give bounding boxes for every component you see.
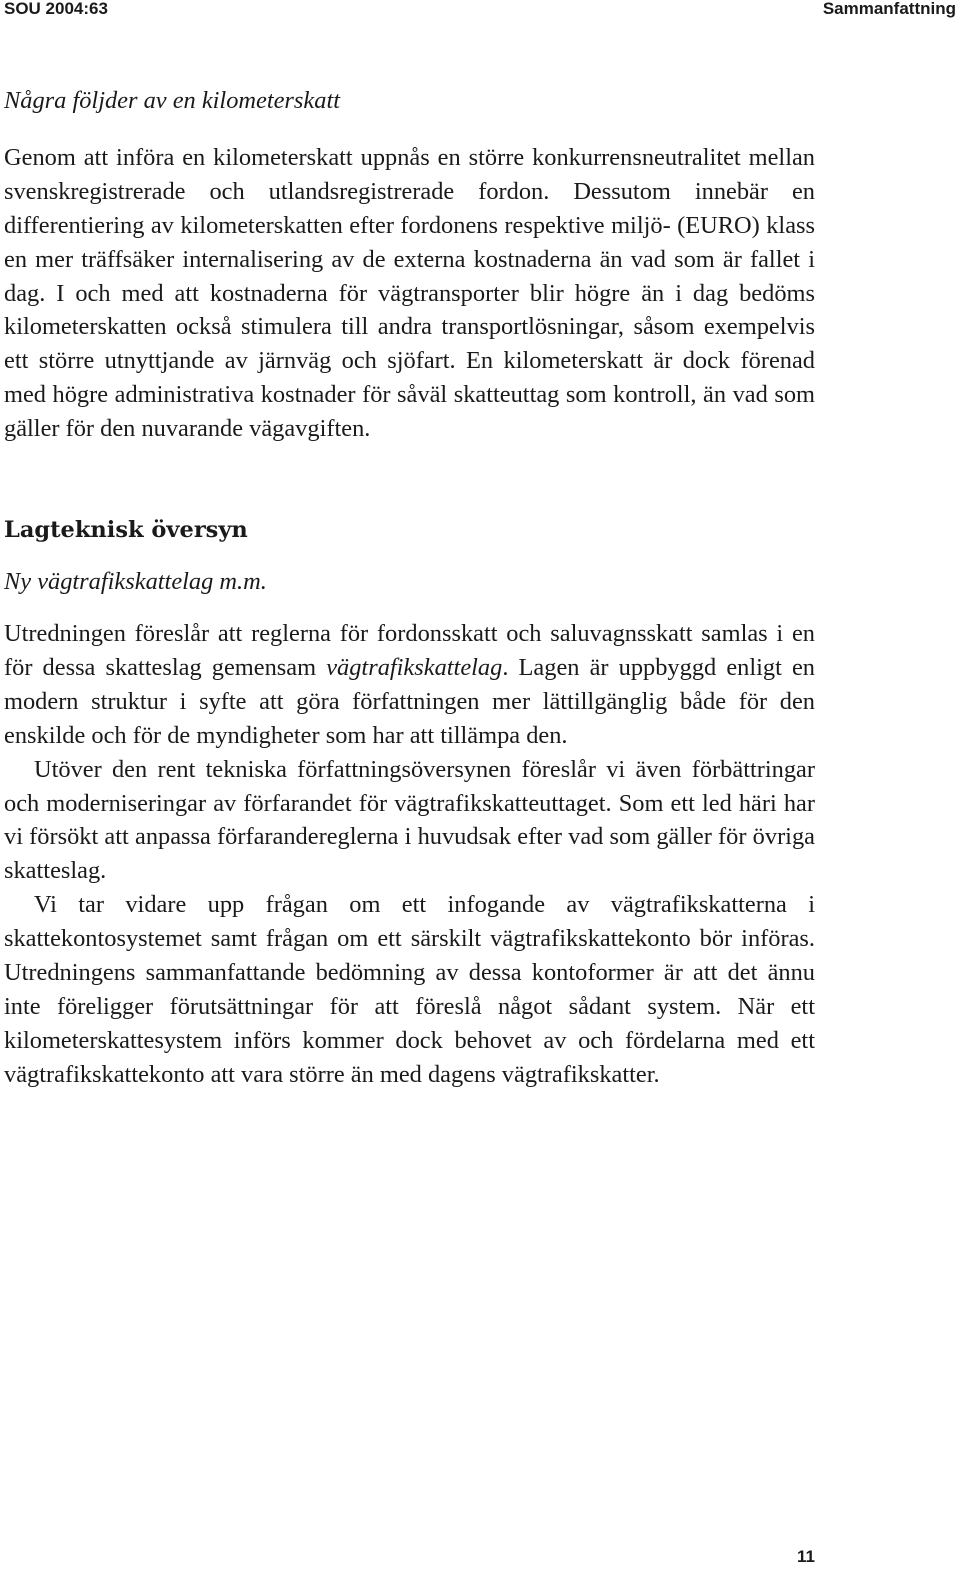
section-title: Sammanfattning [822, 0, 956, 18]
document-id: SOU 2004:63 [4, 0, 108, 18]
paragraph-text: . Lagen är uppbyggd enligt en modern struktur i syfte att göra författningen mer lättillgänglig både för den enskilde och för de myndigheter som har att tillämpa den. [4, 653, 815, 749]
paragraph-tax-account-system: Vi tar vidare upp frågan om ett infogande av vägtrafikskatterna i skattekontosystemet samt frågan om ett särskilt vägtrafikskattekonto bör införas. Utredningens sammanfattande bedömning av dessa kontoformer är att det ännu inte föreligger förutsättningar för att föreslå något sådant system. När ett kilometerskattesystem införs kommer dock behovet av och fördelarna med ett vägtrafikskattekonto att vara större än med dagens vägtrafikskatter. [4, 891, 815, 1088]
running-header [0, 0, 960, 22]
page-body [4, 84, 815, 1092]
subheading-new-tax-law: Ny vägtrafikskattelag m.m. [4, 568, 267, 596]
paragraph-text: Utredningen föreslår att reglerna för fordonsskatt och saluvagnsskatt samlas i en för dessa skatteslag gemensam [4, 619, 815, 681]
paragraph-new-tax-law [4, 617, 815, 753]
section-heading-legal-review: Lagteknisk översyn [4, 517, 248, 544]
paragraph-procedure-improvements: Utöver den rent tekniska författningsöversynen föreslår vi även förbättringar och moderniseringar av förfarandet för vägtrafikskatteuttaget. Som ett led häri har vi försökt att anpassa förfarandereglerna i huvudsak efter vad som gäller för övriga skatteslag. [4, 755, 815, 885]
paragraph-kilometer-tax: Genom att införa en kilometerskatt uppnås en större konkurrensneutralitet mellan svenskregistrerade och utlandsregistrerade fordon. Dessutom innebär en differentiering av kilometerskatten efter fordonens respektive miljö- (EURO) klass en mer träffsäker internalisering av de externa kostnaderna än vad som är fallet i dag. I och med att kostnaderna för vägtransporter blir högre än i dag bedöms kilometerskatten också stimulera till andra transportlösningar, såsom exempelvis ett större utnyttjande av järnväg och sjöfart. En kilometerskatt är dock förenad med högre administrativa kostnader för såväl skatteuttag som kontroll, än vad som gäller för den nuvarande vägavgiften. [4, 143, 815, 443]
page-number: 11 [797, 1547, 815, 1566]
law-name-emphasis: vägtrafikskattelag [326, 653, 503, 681]
subheading-kilometer-tax-consequences: Några följder av en kilometerskatt [4, 87, 340, 114]
